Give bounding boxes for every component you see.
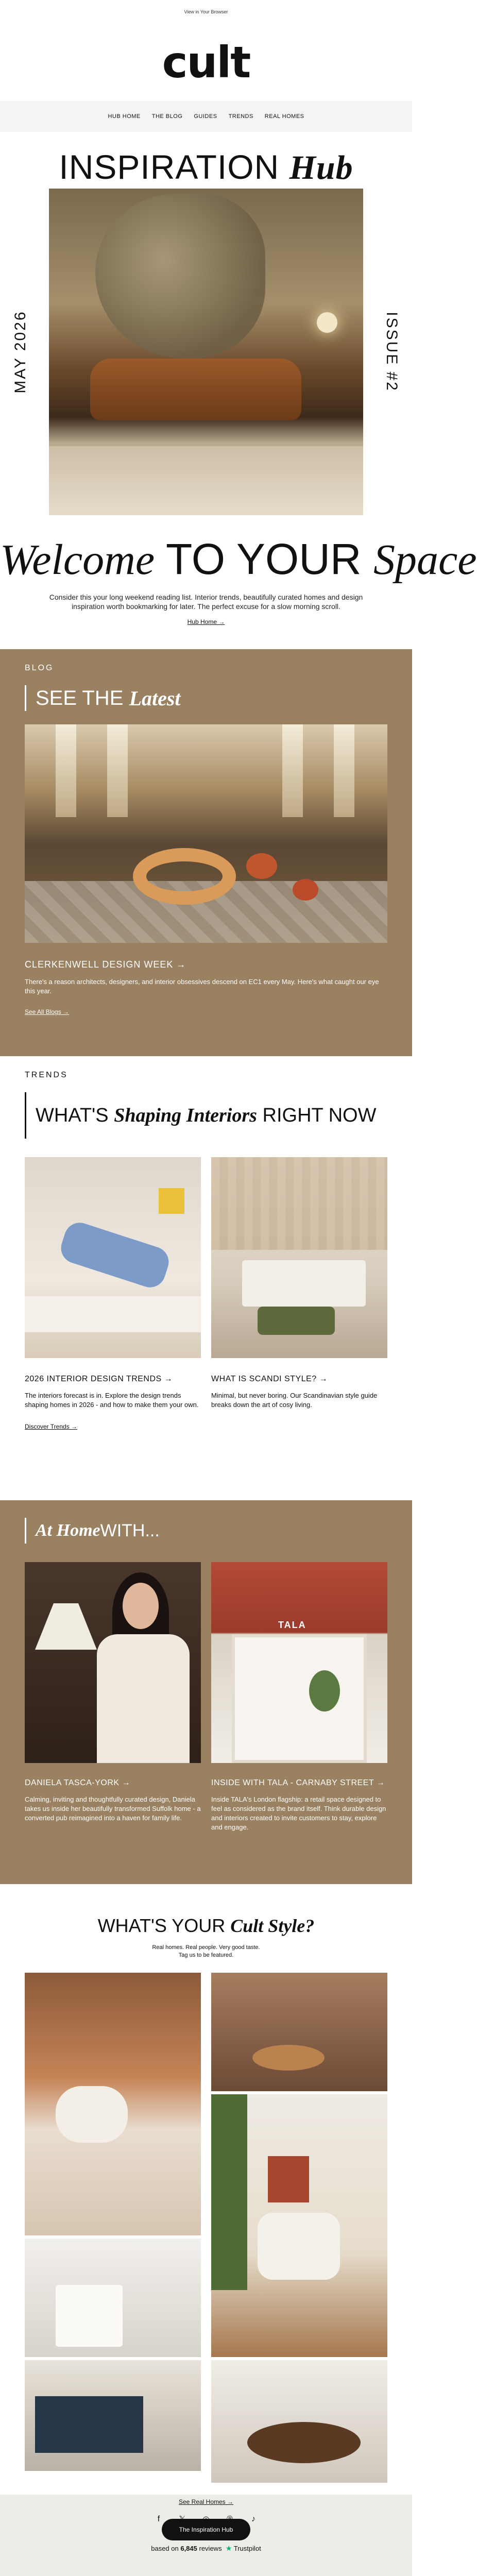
main-nav — [0, 101, 412, 132]
blog-eyebrow: BLOG — [25, 664, 54, 672]
social-links — [0, 2514, 412, 2524]
logo[interactable]: cult — [162, 37, 250, 88]
home-card[interactable] — [25, 1562, 201, 1832]
real-home-image[interactable] — [211, 1973, 387, 2091]
facebook-icon[interactable]: f — [157, 2515, 160, 2523]
hero-section — [0, 189, 412, 515]
issue-date: MAY 2026 — [12, 310, 29, 394]
real-home-image[interactable] — [211, 2094, 387, 2357]
style-subtitle: Real homes. Real people. Very good taste. Tag us to be featured. — [152, 1944, 260, 1958]
blog-article-desc: There's a reason architects, designers, and interior obsessives descend on EC1 every May. Here's what caught our eye this year. — [25, 978, 379, 995]
trend-desc: Minimal, but never boring. Our Scandinavian style guide breaks down the art of cosy living. — [211, 1392, 378, 1409]
home-card-desc: Calming, inviting and thoughtfully curated design, Daniela takes us inside her beautifully transformed Suffolk home - a converted pub reimagined into a haven for family life. — [25, 1795, 201, 1822]
clerkenwell-image[interactable] — [25, 724, 387, 943]
real-homes-grid — [25, 1973, 387, 2483]
trend-image[interactable] — [211, 1157, 387, 1358]
see-real-homes-link[interactable]: See Real Homes → — [178, 2498, 234, 2505]
hero-title: INSPIRATION Hub — [59, 148, 353, 187]
cult-style-section — [0, 1884, 412, 2533]
nav-hub-home[interactable]: HUB HOME — [108, 113, 141, 120]
hero-image[interactable] — [49, 189, 363, 515]
trend-card[interactable] — [25, 1157, 201, 1410]
at-home-section — [0, 1500, 412, 1884]
real-home-image[interactable] — [211, 2360, 387, 2483]
at-home-heading: At Home WITH... — [25, 1500, 387, 1544]
nav-the-blog[interactable]: THE BLOG — [151, 113, 183, 120]
trend-image[interactable] — [25, 1157, 201, 1358]
style-heading: WHAT'S YOUR Cult Style? — [97, 1915, 315, 1936]
intro-text: Consider this your long weekend reading list. Interior trends, beautifully curated homes and design inspiration worth bookmarking for later. The perfect excuse for a slow morning scroll. — [49, 593, 363, 611]
home-card-desc: Inside TALA's London flagship: a retail space designed to feel as considered as the brand itself. Think durable design and interiors created to invite customers to stay, explore and engage. — [211, 1795, 386, 1831]
pinterest-icon[interactable]: ℗ — [227, 2515, 233, 2523]
trend-card[interactable] — [211, 1157, 387, 1410]
inspiration-hub-button[interactable]: The Inspiration Hub — [162, 2519, 251, 2540]
x-icon[interactable]: 𝕏 — [179, 2515, 186, 2524]
nav-trends[interactable]: TRENDS — [228, 113, 253, 120]
real-home-image[interactable] — [25, 2239, 201, 2357]
tiktok-icon[interactable]: ♪ — [251, 2515, 255, 2523]
hub-home-link[interactable]: Hub Home → — [187, 618, 225, 625]
view-in-browser-link[interactable]: View in Your Browser — [184, 9, 228, 14]
instagram-icon[interactable]: ◎ — [202, 2515, 210, 2524]
trustpilot-rating[interactable]: based on 6,845 reviews ★ Trustpilot — [151, 2544, 261, 2552]
trustpilot-star-icon: ★ — [225, 2544, 232, 2552]
welcome-heading: Welcome TO YOUR Space — [0, 535, 477, 584]
nav-guides[interactable]: GUIDES — [194, 113, 217, 120]
home-card-title[interactable]: DANIELA TASCA-YORK → — [25, 1778, 131, 1787]
home-card[interactable] — [211, 1562, 387, 1832]
blog-section — [0, 649, 412, 1056]
trend-desc: The interiors forecast is in. Explore the design trends shaping homes in 2026 - and how to make them your own. — [25, 1392, 199, 1409]
home-card-title[interactable]: INSIDE WITH TALA - CARNABY STREET → — [211, 1778, 385, 1787]
discover-trends-link[interactable]: Discover Trends → — [25, 1423, 78, 1430]
blog-article-title[interactable]: CLERKENWELL DESIGN WEEK → — [25, 959, 186, 970]
trend-title[interactable]: 2026 INTERIOR DESIGN TRENDS → — [25, 1375, 173, 1383]
nav-real-homes[interactable]: REAL HOMES — [264, 113, 304, 120]
trends-heading: WHAT'S Shaping Interiors RIGHT NOW — [25, 1092, 387, 1139]
real-home-image[interactable] — [25, 2360, 201, 2471]
real-home-image[interactable] — [25, 1973, 201, 2235]
tala-image[interactable] — [211, 1562, 387, 1763]
trends-eyebrow: TRENDS — [25, 1071, 68, 1079]
blog-heading: SEE THE Latest — [25, 685, 387, 711]
trends-section — [0, 1056, 412, 1500]
see-all-blogs-link[interactable]: See All Blogs → — [25, 1008, 70, 1015]
store-sign: TALA — [278, 1620, 306, 1630]
daniela-image[interactable] — [25, 1562, 201, 1763]
trend-title[interactable]: WHAT IS SCANDI STYLE? → — [211, 1375, 328, 1383]
issue-number: ISSUE #2 — [383, 312, 400, 392]
